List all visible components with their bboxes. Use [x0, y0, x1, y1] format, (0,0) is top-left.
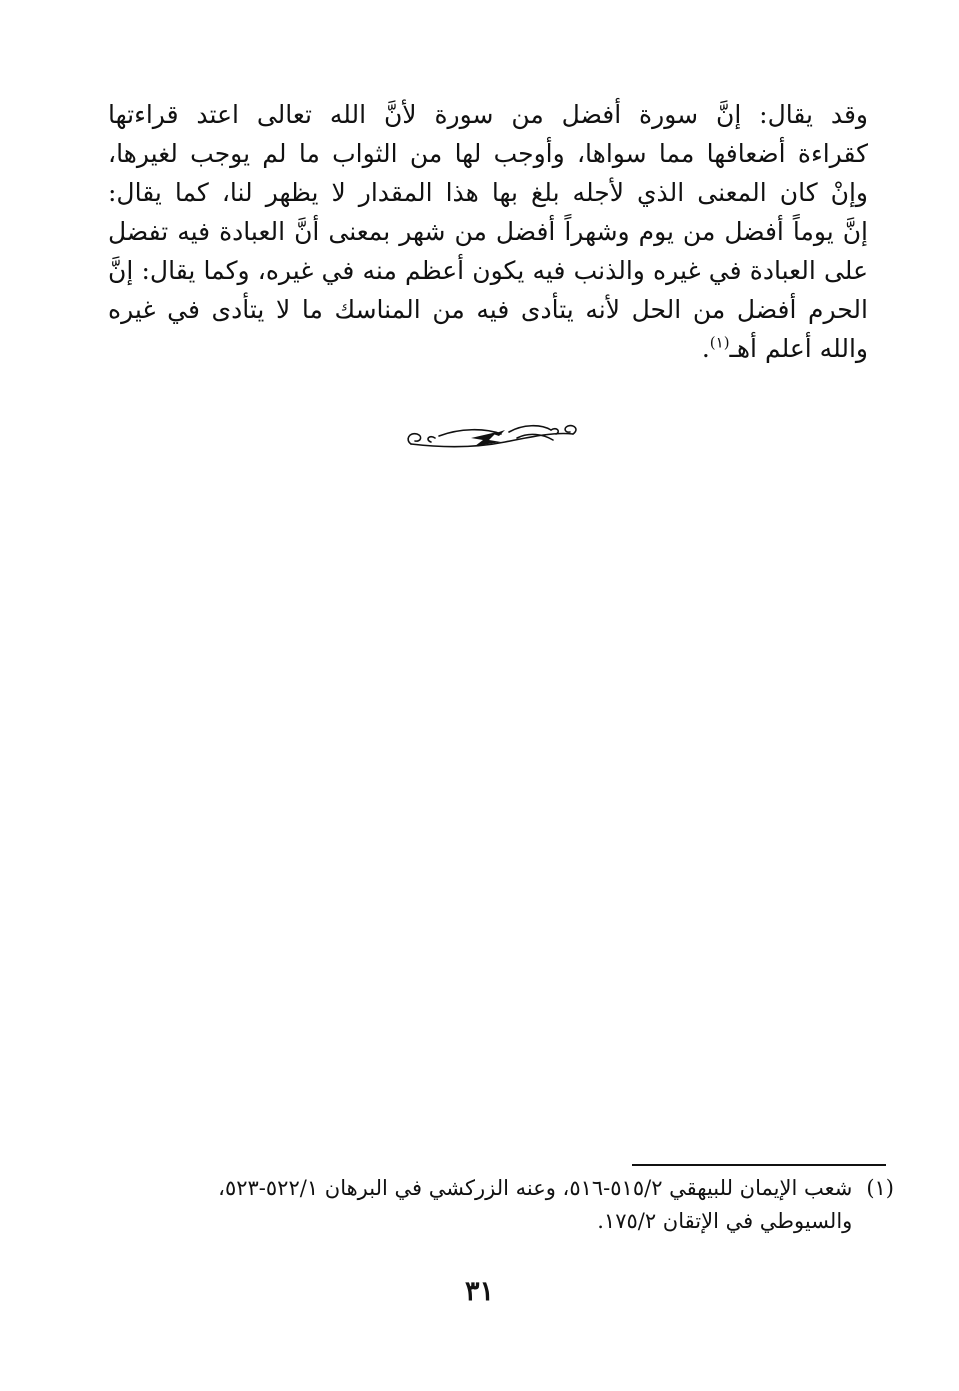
- closing-period: .: [701, 334, 710, 363]
- text-line: إنَّ يوماً أفضل من يوم وشهراً أفضل من شهر بمعنى أنَّ العبادة فيه تفضل: [108, 217, 868, 246]
- text-line-last: [108, 329, 868, 368]
- text-line: وإنْ كان المعنى الذي لأجله بلغ بها هذا المقدار لا يظهر لنا، كما يقال:: [108, 178, 868, 207]
- footnote-reference[interactable]: (١): [709, 333, 730, 352]
- footnote-number: (١): [866, 1176, 894, 1200]
- footnote: [128, 1172, 894, 1238]
- text-line: كقراءة أضعافها مما سواها، وأوجب لها من الثواب ما لم يوجب لغيرها،: [108, 139, 868, 168]
- footnote-separator: [632, 1164, 886, 1166]
- text-line: الحرم أفضل من الحل لأنه يتأدى فيه من المناسك ما لا يتأدى في غيره: [108, 295, 868, 324]
- page-number: ٣١: [464, 1276, 494, 1307]
- fleuron-divider-icon: [405, 418, 579, 454]
- main-text-block: [108, 95, 868, 368]
- text-line: على العبادة في غيره والذنب فيه يكون أعظم منه في غيره، وكما يقال: إنَّ: [108, 256, 868, 285]
- footnote-line: والسيوطي في الإتقان ١٧٥/٢.: [597, 1209, 853, 1233]
- text-line: وقد يقال: إنَّ سورة أفضل من سورة لأنَّ الله تعالى اعتد قراءتها: [108, 100, 868, 129]
- closing-phrase: والله أعلم أهـ: [729, 334, 868, 363]
- footnote-line: شعب الإيمان للبيهقي ٥١٥/٢-٥١٦، وعنه الزركشي في البرهان ٥٢٢/١-٥٢٣،: [218, 1176, 853, 1200]
- footnotes-section: [128, 1172, 894, 1238]
- footnote-text: [128, 1172, 852, 1238]
